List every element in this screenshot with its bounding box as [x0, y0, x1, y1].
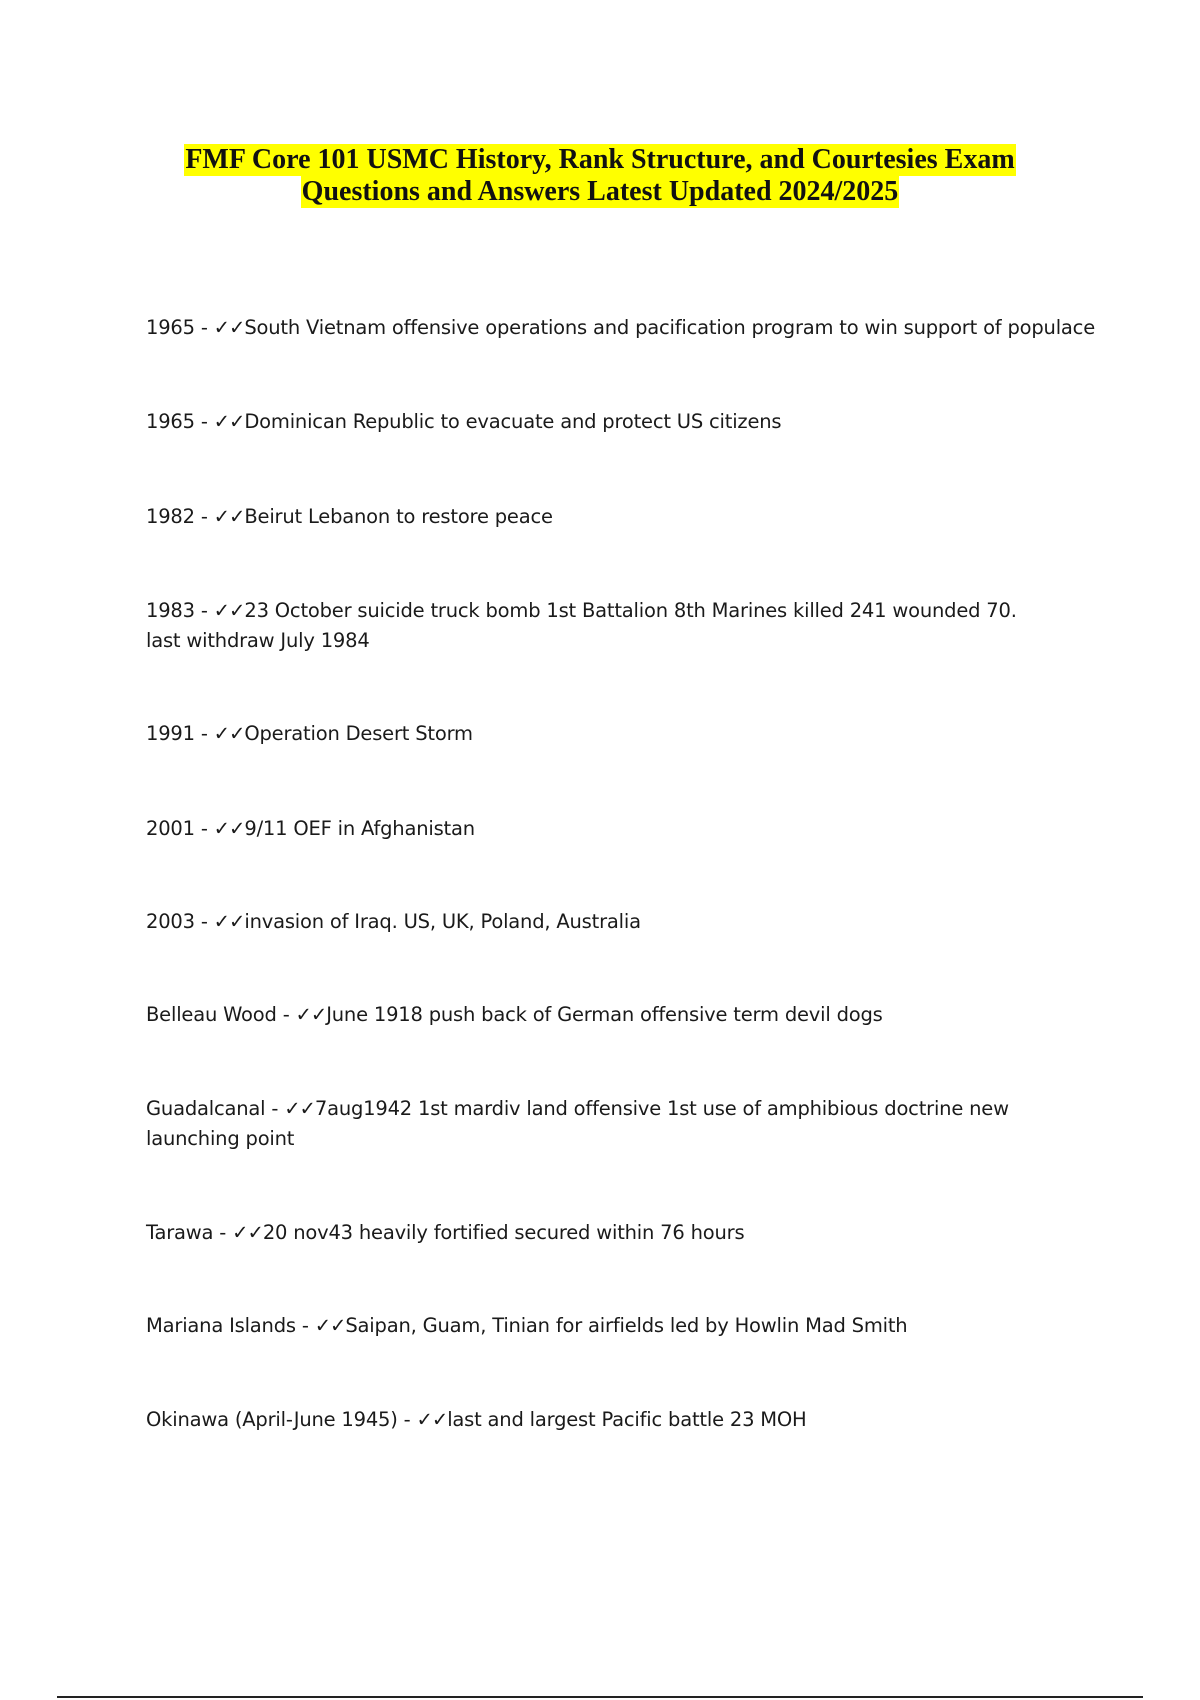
- entry-term: 2003 -: [146, 910, 214, 933]
- entry-term: Belleau Wood -: [146, 1003, 296, 1026]
- qa-entry: [146, 502, 1106, 532]
- qa-entry: [146, 596, 1106, 656]
- entry-term: Mariana Islands -: [146, 1314, 315, 1337]
- footer-divider: [57, 1696, 1143, 1698]
- page-title: [0, 144, 1200, 208]
- check-icon: ✓✓: [213, 505, 245, 528]
- entry-answer-continued: last withdraw July 1984: [146, 629, 370, 652]
- entry-answer: invasion of Iraq. US, UK, Poland, Australia: [244, 910, 641, 933]
- entry-answer: Beirut Lebanon to restore peace: [244, 505, 553, 528]
- qa-entry: [146, 1094, 1106, 1154]
- entry-term: 1983 -: [146, 599, 214, 622]
- check-icon: ✓✓: [213, 910, 245, 933]
- title-line-2: Questions and Answers Latest Updated 2024/2025: [301, 176, 899, 207]
- entry-answer: Dominican Republic to evacuate and protect US citizens: [244, 410, 782, 433]
- check-icon: ✓✓: [314, 1314, 346, 1337]
- check-icon: ✓✓: [295, 1003, 327, 1026]
- entry-answer: 9/11 OEF in Afghanistan: [244, 817, 475, 840]
- qa-entry: [146, 1218, 1106, 1248]
- entry-term: 1965 -: [146, 410, 214, 433]
- entry-term: Guadalcanal -: [146, 1097, 285, 1120]
- check-icon: ✓✓: [213, 316, 245, 339]
- entry-answer: last and largest Pacific battle 23 MOH: [447, 1408, 807, 1431]
- entry-answer: Operation Desert Storm: [244, 722, 473, 745]
- qa-entry: [146, 1405, 1106, 1435]
- entry-term: 2001 -: [146, 817, 214, 840]
- qa-entry: [146, 814, 1106, 844]
- qa-entry: [146, 1311, 1106, 1341]
- entry-answer: 7aug1942 1st mardiv land offensive 1st use of amphibious doctrine new: [314, 1097, 1009, 1120]
- entry-answer: 20 nov43 heavily fortified secured within 76 hours: [262, 1221, 745, 1244]
- qa-entry: [146, 407, 1106, 437]
- entry-answer: Saipan, Guam, Tinian for airfields led by Howlin Mad Smith: [345, 1314, 908, 1337]
- title-line-1: FMF Core 101 USMC History, Rank Structure, and Courtesies Exam: [185, 144, 1015, 175]
- check-icon: ✓✓: [213, 410, 245, 433]
- entry-term: 1965 -: [146, 316, 214, 339]
- check-icon: ✓✓: [213, 722, 245, 745]
- entry-answer-continued: launching point: [146, 1127, 295, 1150]
- entry-term: 1982 -: [146, 505, 214, 528]
- qa-entry: [146, 719, 1106, 749]
- qa-entry: [146, 313, 1106, 343]
- entry-term: Tarawa -: [146, 1221, 233, 1244]
- entry-answer: 23 October suicide truck bomb 1st Battalion 8th Marines killed 241 wounded 70.: [244, 599, 1017, 622]
- entry-term: 1991 -: [146, 722, 214, 745]
- check-icon: ✓✓: [416, 1408, 448, 1431]
- qa-entry: [146, 907, 1106, 937]
- qa-entry: [146, 1000, 1106, 1030]
- check-icon: ✓✓: [232, 1221, 263, 1244]
- entry-answer: South Vietnam offensive operations and pacification program to win support of populace: [244, 316, 1095, 339]
- entry-term: Okinawa (April-June 1945) -: [146, 1408, 417, 1431]
- check-icon: ✓✓: [284, 1097, 315, 1120]
- check-icon: ✓✓: [213, 817, 245, 840]
- check-icon: ✓✓: [213, 599, 245, 622]
- entry-answer: June 1918 push back of German offensive term devil dogs: [326, 1003, 883, 1026]
